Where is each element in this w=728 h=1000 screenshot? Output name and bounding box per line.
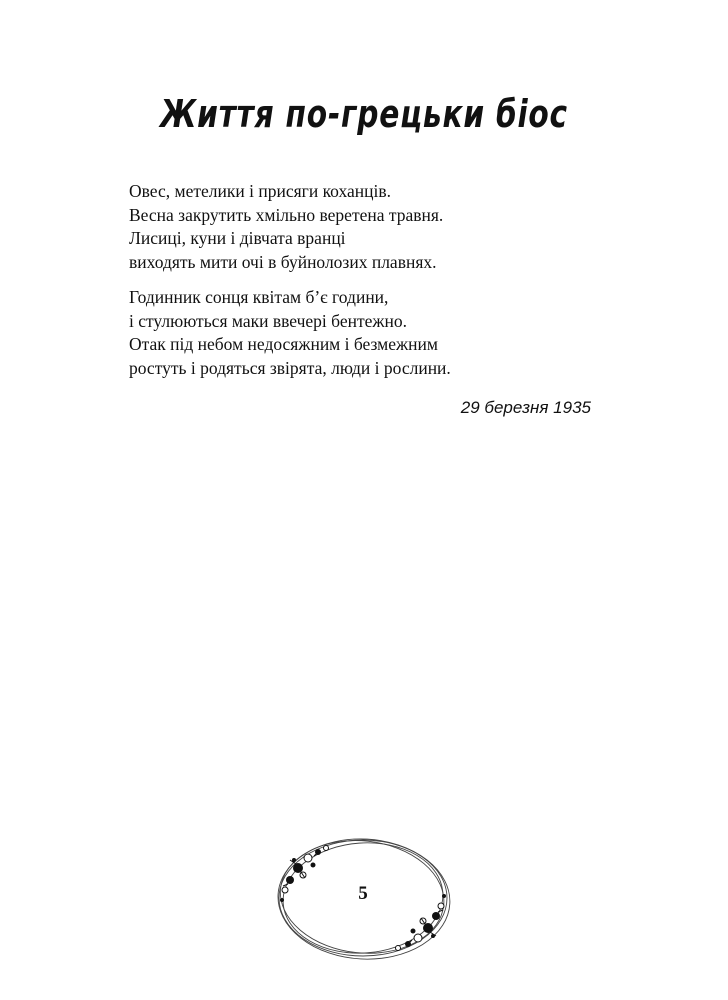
poem-line: Весна закрутить хмільно веретена травня.	[129, 204, 444, 225]
poem-line: ростуть і родяться звірята, люди і рослини.	[129, 357, 451, 378]
poem-line: і стулюються маки ввечері бентежно.	[129, 310, 407, 331]
poem-body	[129, 180, 599, 392]
poem-line: Годинник сонця квітам б’є години,	[129, 287, 389, 307]
poem-date: 29 березня 1935	[460, 398, 591, 417]
poem-line: Отак під небом недосяжним і безмежним	[129, 334, 438, 354]
poem-line: виходять мити очі в буйнолозих плавнях.	[129, 251, 437, 272]
stanza-1	[129, 180, 599, 274]
stanza-2	[129, 286, 599, 380]
poem-line: Лисиці, куни і дівчата вранці	[129, 228, 346, 248]
poem-line: Овес, метелики і присяги коханців.	[129, 181, 392, 201]
page-number: 5	[358, 883, 368, 904]
poem-title: Життя по-грецьки біос	[160, 92, 568, 136]
